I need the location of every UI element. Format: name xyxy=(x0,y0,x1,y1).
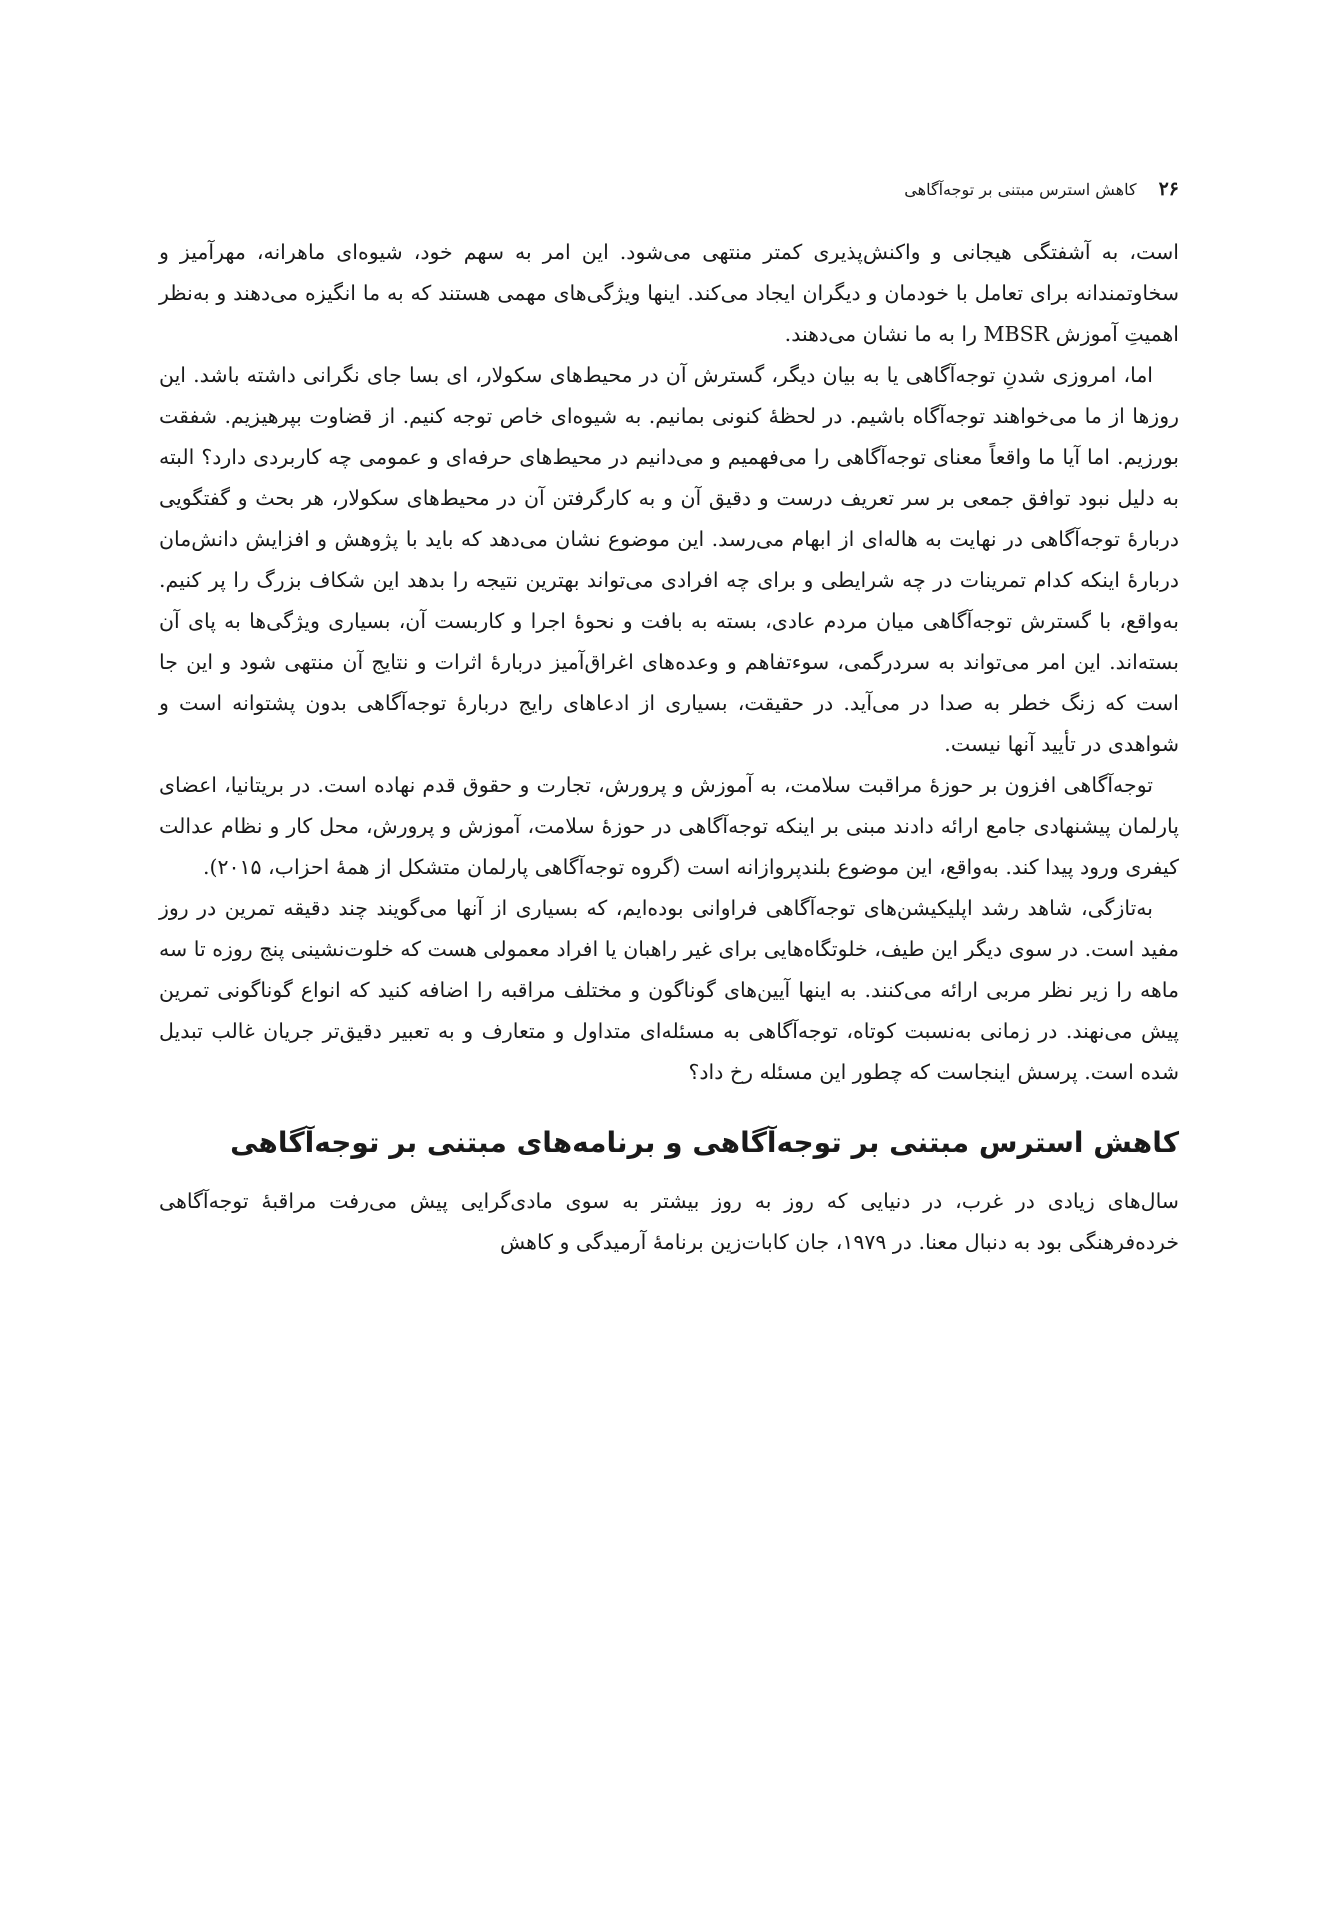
paragraph-1: است، به آشفتگی هیجانی و واکنش‌پذیری کمتر منتهی می‌شود. این امر به سهم خود، شیوه‌ای ماهرانه، مهرآمیز و سخاوتمندانه برای تعامل با خودمان و دیگران ایجاد می‌کند. اینها ویژگی‌های مهمی هستند که به ما انگیزه می‌دهند و به‌نظر اهمیتِ آموزش MBSR را به ما نشان می‌دهند. xyxy=(159,240,1179,346)
running-header xyxy=(159,178,1179,200)
page-number: ۲۶ xyxy=(1158,178,1179,200)
paragraph-3: توجه‌آگاهی افزون بر حوزهٔ مراقبت سلامت، به آموزش و پرورش، تجارت و حقوق قدم نهاده است. در بریتانیا، اعضای پارلمان پیشنهادی جامع ارائه دادند مبنی بر اینکه توجه‌آگاهی در حوزهٔ سلامت، آموزش و پرورش، محل کار و نظام عدالت کیفری ورود پیدا کند. به‌واقع، این موضوع بلندپروازانه است (گروه توجه‌آگاهی پارلمان متشکل از همهٔ احزاب، ۲۰۱۵). xyxy=(159,773,1179,879)
body-text xyxy=(159,232,1179,1263)
section-paragraph: سال‌های زیادی در غرب، در دنیایی که روز به روز بیشتر به سوی مادی‌گرایی پیش می‌رفت مراقبهٔ توجه‌آگاهی خرده‌فرهنگی بود به دنبال معنا. در ۱۹۷۹، جان کابات‌زین برنامهٔ آرمیدگی و کاهش xyxy=(159,1189,1179,1254)
running-header-title: کاهش استرس مبتنی بر توجه‌آگاهی xyxy=(904,180,1137,199)
paragraph-2: اما، امروزی شدنِ توجه‌آگاهی یا به بیان دیگر، گسترش آن در محیط‌های سکولار، ای بسا جای نگرانی داشته باشد. این روزها از ما می‌خواهند توجه‌آگاه باشیم. در لحظهٔ کنونی بمانیم. به شیوه‌ای خاص توجه کنیم. از قضاوت بپرهیزیم. شفقت بورزیم. اما آیا ما واقعاً معنای توجه‌آگاهی را می‌فهمیم و می‌دانیم در محیط‌های حرفه‌ای و عمومی چه کاربردی دارد؟ البته به دلیل نبود توافق جمعی بر سر تعریف درست و دقیق آن و به کارگرفتن آن در محیط‌های سکولار، هر بحث و گفتگویی دربارهٔ توجه‌آگاهی در نهایت به هاله‌ای از ابهام می‌رسد. این موضوع نشان می‌دهد که باید با پژوهش و افزایش دانش‌مان دربارهٔ اینکه کدام تمرینات در چه شرایطی و برای چه افرادی می‌تواند بهترین نتیجه را بدهد این شکاف بزرگ را پر کنیم. به‌واقع، با گسترش توجه‌آگاهی میان مردم عادی، بسته به بافت و نحوهٔ اجرا و کاربست آن، بسیاری ویژگی‌ها به پای آن بسته‌اند. این امر می‌تواند به سردرگمی، سوءتفاهم و وعده‌های اغراق‌آمیز دربارهٔ اثرات و نتایج آن منتهی شود و این جا است که زنگ خطر به صدا در می‌آید. در حقیقت، بسیاری از ادعاهای رایج دربارهٔ توجه‌آگاهی بدون پشتوانه است و شواهدی در تأیید آنها نیست. xyxy=(159,363,1179,756)
paragraph-4: به‌تازگی، شاهد رشد اپلیکیشن‌های توجه‌آگاهی فراوانی بوده‌ایم، که بسیاری از آنها می‌گویند چند دقیقه تمرین در روز مفید است. در سوی دیگر این طیف، خلوتگاه‌هایی برای غیر راهبان یا افراد معمولی هست که خلوت‌نشینی پنج روزه تا سه ماهه را زیر نظر مربی ارائه می‌کنند. به اینها آیین‌های گوناگون و مختلف مراقبه را اضافه کنید که انواع گوناگونی تمرین پیش می‌نهند. در زمانی به‌نسبت کوتاه، توجه‌آگاهی به مسئله‌ای متداول و متعارف و به تعبیر دقیق‌تر جریان غالب تبدیل شده است. پرسش اینجاست که چطور این مسئله رخ داد؟ xyxy=(159,896,1179,1084)
section-heading: کاهش استرس مبتنی بر توجه‌آگاهی و برنامه‌های مبتنی بر توجه‌آگاهی xyxy=(230,1126,1179,1159)
